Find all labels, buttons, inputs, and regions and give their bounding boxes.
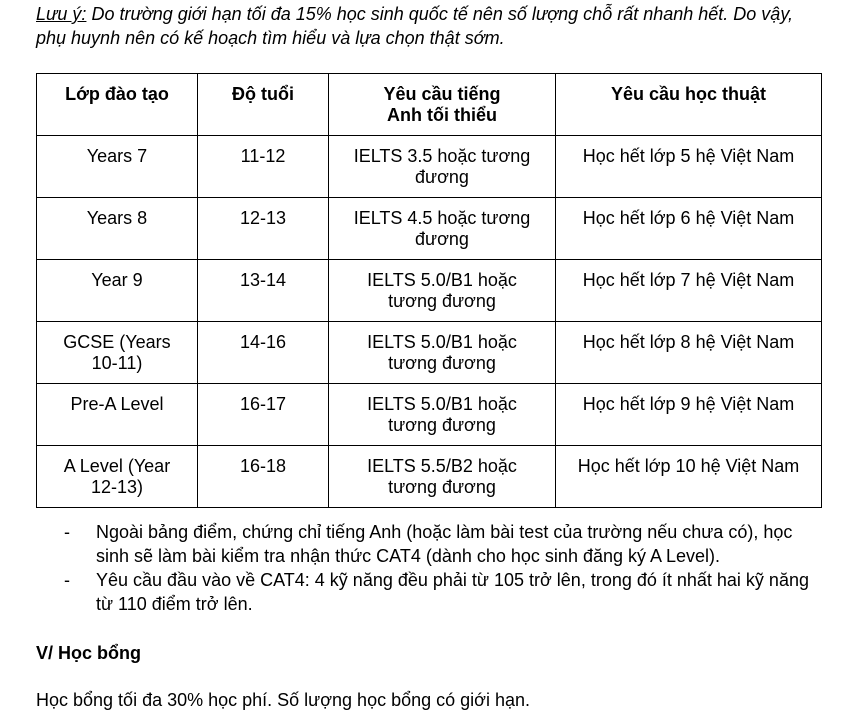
list-item bbox=[64, 568, 824, 616]
cell-academic: Học hết lớp 8 hệ Việt Nam bbox=[556, 322, 822, 384]
cell-english: IELTS 3.5 hoặc tương đương bbox=[329, 136, 556, 198]
header-academic: Yêu cầu học thuật bbox=[556, 74, 822, 136]
cell-age: 16-18 bbox=[198, 446, 329, 508]
cell-level: A Level (Year 12-13) bbox=[37, 446, 198, 508]
cell-age: 14-16 bbox=[198, 322, 329, 384]
cell-academic: Học hết lớp 7 hệ Việt Nam bbox=[556, 260, 822, 322]
scholarship-paragraph: Học bổng tối đa 30% học phí. Số lượng học bổng có giới hạn. bbox=[36, 690, 530, 710]
list-item-text: Ngoài bảng điểm, chứng chỉ tiếng Anh (hoặc làm bài test của trường nếu chưa có), học sinh sẽ làm bài kiểm tra nhận thức CAT4 (dành cho học sinh đăng ký A Level). bbox=[96, 522, 793, 566]
bullet-dash: - bbox=[64, 522, 70, 542]
cell-english: IELTS 5.0/B1 hoặc tương đương bbox=[329, 322, 556, 384]
cell-age: 11-12 bbox=[198, 136, 329, 198]
cell-age: 16-17 bbox=[198, 384, 329, 446]
header-age: Độ tuổi bbox=[198, 74, 329, 136]
cell-age: 12-13 bbox=[198, 198, 329, 260]
note-label: Lưu ý: bbox=[36, 4, 87, 24]
cell-level: Years 7 bbox=[37, 136, 198, 198]
table-row bbox=[37, 136, 822, 198]
cell-english: IELTS 4.5 hoặc tương đương bbox=[329, 198, 556, 260]
note-paragraph bbox=[36, 2, 826, 50]
section-heading: V/ Học bổng bbox=[36, 643, 141, 663]
cell-level: Years 8 bbox=[37, 198, 198, 260]
table-header-row bbox=[37, 74, 822, 136]
cell-age: 13-14 bbox=[198, 260, 329, 322]
requirements-list bbox=[64, 520, 824, 616]
table-row bbox=[37, 384, 822, 446]
header-level: Lớp đào tạo bbox=[37, 74, 198, 136]
cell-english: IELTS 5.5/B2 hoặc tương đương bbox=[329, 446, 556, 508]
cell-academic: Học hết lớp 5 hệ Việt Nam bbox=[556, 136, 822, 198]
list-item bbox=[64, 520, 824, 568]
note-text: Do trường giới hạn tối đa 15% học sinh quốc tế nên số lượng chỗ rất nhanh hết. Do vậy, phụ huynh nên có kế hoạch tìm hiểu và lựa chọn thật sớm. bbox=[36, 4, 793, 48]
header-english: Yêu cầu tiếng Anh tối thiểu bbox=[329, 74, 556, 136]
cell-level: Pre-A Level bbox=[37, 384, 198, 446]
list-item-text: Yêu cầu đầu vào về CAT4: 4 kỹ năng đều phải từ 105 trở lên, trong đó ít nhất hai kỹ năng từ 110 điểm trở lên. bbox=[96, 570, 809, 614]
admission-requirements-table bbox=[36, 73, 822, 508]
table-row bbox=[37, 198, 822, 260]
table-row bbox=[37, 322, 822, 384]
cell-english: IELTS 5.0/B1 hoặc tương đương bbox=[329, 384, 556, 446]
bullet-dash: - bbox=[64, 570, 70, 590]
cell-academic: Học hết lớp 6 hệ Việt Nam bbox=[556, 198, 822, 260]
cell-level: GCSE (Years 10-11) bbox=[37, 322, 198, 384]
table-row bbox=[37, 446, 822, 508]
cell-level: Year 9 bbox=[37, 260, 198, 322]
cell-academic: Học hết lớp 9 hệ Việt Nam bbox=[556, 384, 822, 446]
cell-academic: Học hết lớp 10 hệ Việt Nam bbox=[556, 446, 822, 508]
cell-english: IELTS 5.0/B1 hoặc tương đương bbox=[329, 260, 556, 322]
table-row bbox=[37, 260, 822, 322]
